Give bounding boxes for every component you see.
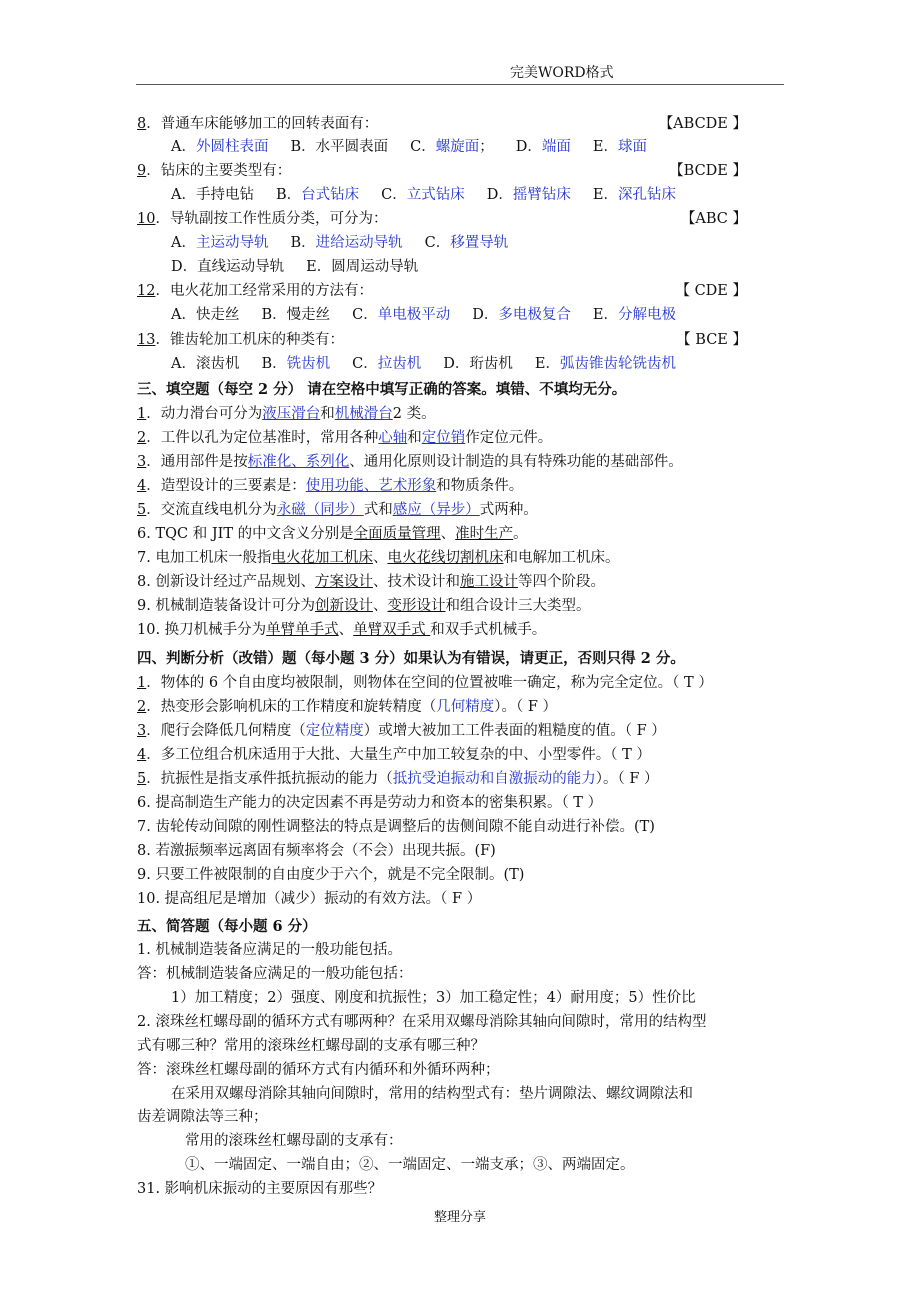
item-number: 4 (137, 478, 147, 494)
option-letter: C． (381, 187, 407, 203)
item-text: ．热变形会影响机床的工作精度和旋转精度（ (146, 699, 437, 715)
question-stem: ．钻床的主要类型有： (146, 163, 292, 179)
option (535, 353, 676, 376)
item-text: ．交流直线电机分为 (146, 502, 277, 518)
list-item (137, 888, 785, 911)
answer-text: 施工设计 (459, 574, 518, 590)
item-number: 9. (137, 598, 151, 614)
question-13-options (171, 353, 819, 376)
header-rule (136, 84, 784, 85)
option-letter: B． (275, 187, 302, 203)
short-question-31: 31. 影响机床振动的主要原因有那些？ (137, 1181, 383, 1197)
answer-text: 变形设计 (387, 598, 446, 614)
option-letter: A． (171, 235, 196, 251)
option (171, 232, 268, 255)
question-number: 12 (137, 283, 156, 299)
option-text: 立式钻床 (406, 187, 465, 203)
option-letter: B． (290, 139, 316, 155)
option (443, 353, 513, 376)
option (425, 232, 509, 255)
option-letter: A． (171, 187, 196, 203)
item-text: 2 类。 (392, 406, 436, 422)
item-number: 10. (137, 622, 161, 638)
answer-text: 抵抗受迫振动和自激振动的能力 (392, 771, 596, 787)
item-text: 和物质条件。 (436, 478, 524, 494)
option-letter: C． (352, 307, 378, 323)
item-number: 8. (137, 574, 151, 590)
item-number: 1 (137, 675, 147, 691)
short-answer-2-line5: ①、一端固定、一端自由；②、一端固定、一端支承；③、两端固定。 (185, 1157, 635, 1173)
question-number: 10 (137, 211, 156, 227)
answer-text: 单臂单手式 (266, 622, 339, 638)
option (593, 184, 676, 207)
option-text: 球面 (617, 139, 647, 155)
item-text: 。 (513, 526, 528, 542)
item-text: ）。（ F ） (494, 699, 558, 715)
item-text: ．动力滑台可分为 (146, 406, 263, 422)
item-text: 提高组尼是增加（减少）振动的有效方法。（ F ） (160, 891, 482, 907)
item-number: 8. (137, 843, 151, 859)
option-text: 进给运动导轨 (315, 235, 403, 251)
list-item (137, 547, 785, 570)
item-number: 2 (137, 699, 147, 715)
option (171, 136, 268, 159)
option-text: 珩齿机 (469, 356, 513, 372)
option-letter: A． (171, 139, 196, 155)
short-answer-2-line2: 在采用双螺母消除其轴向间隙时，常用的结构型式有：垫片调隙法、螺纹调隙法和 (171, 1086, 693, 1102)
list-item (137, 672, 785, 695)
item-text: ．工件以孔为定位基准时，常用各种 (146, 430, 379, 446)
option-text: 深孔钻床 (617, 187, 676, 203)
item-number: 3 (137, 454, 147, 470)
option (276, 184, 359, 207)
item-text: 和电解加工机床。 (503, 550, 620, 566)
item-text: 和 (407, 430, 422, 446)
question-number: 8 (137, 116, 147, 132)
list-item (137, 864, 785, 887)
option-suffix: ； (479, 139, 494, 155)
option-letter: B． (261, 307, 287, 323)
option-text: 弧齿锥齿轮铣齿机 (559, 356, 676, 372)
question-10 (137, 208, 785, 231)
option (381, 184, 465, 207)
question-answer: 【ABC 】 (680, 211, 747, 227)
list-item (137, 451, 785, 474)
option (516, 136, 571, 159)
list-item (137, 595, 785, 618)
option-letter: C． (352, 356, 378, 372)
option-text: 单电极平动 (377, 307, 451, 323)
option-text: 主运动导轨 (195, 235, 269, 251)
item-text: ．多工位组合机床适用于大批、大量生产中加工较复杂的中、小型零件。（ T ） (146, 747, 651, 763)
option-text: 端面 (541, 139, 571, 155)
item-number: 4 (137, 747, 147, 763)
option-text: 圆周运动导轨 (331, 259, 419, 275)
list-item (137, 768, 785, 791)
option-text: 慢走丝 (286, 307, 331, 323)
item-number: 7. (137, 819, 151, 835)
option-letter: D． (472, 307, 499, 323)
option (171, 304, 239, 327)
option-text: 铣齿机 (286, 356, 331, 372)
option-text: 外圆柱表面 (195, 139, 269, 155)
answer-text: 单臂双手式 (353, 622, 431, 638)
list-item (137, 744, 785, 767)
answer-text: 电火花线切割机床 (387, 550, 504, 566)
item-text: ．爬行会降低几何精度（ (146, 723, 306, 739)
option-letter: E． (306, 259, 332, 275)
list-item (137, 571, 785, 594)
item-text: 、 (372, 598, 388, 614)
option-text: 快走丝 (195, 307, 240, 323)
list-item (137, 720, 785, 743)
item-text: 机械制造装备设计可分为 (150, 598, 315, 614)
option (290, 136, 388, 159)
item-text: 、 (372, 550, 388, 566)
item-number: 7. (137, 550, 151, 566)
option-text: 拉齿机 (377, 356, 422, 372)
list-item (137, 840, 785, 863)
short-question-1: 1. 机械制造装备应满足的一般功能包括。 (137, 942, 402, 958)
option-text: 直线运动导轨 (197, 259, 285, 275)
question-8-options (171, 136, 819, 159)
section-4-heading: 四、判断分析（改错）题（每小题 3 分）如果认为有错误，请更正，否则只得 2 分。 (137, 650, 685, 667)
short-answer-2-line3: 齿差调隙法等三种； (137, 1109, 268, 1125)
answer-text: 定位精度 (305, 723, 364, 739)
page-footer: 整理分享 (433, 1210, 486, 1225)
short-answer-1: 答：机械制造装备应满足的一般功能包括： (137, 966, 413, 982)
list-item (137, 816, 785, 839)
option-text: 滚齿机 (195, 356, 240, 372)
question-stem: ．普通车床能够加工的回转表面有： (146, 116, 379, 132)
item-text: 若激振频率远离固有频率将会（不会）出现共振。(F) (150, 843, 496, 859)
item-text: 式两种。 (479, 502, 538, 518)
item-text: ）或增大被加工工件表面的粗糙度的值。（ F ） (363, 723, 666, 739)
item-text: ．物体的 6 个自由度均被限制，则物体在空间的位置被唯一确定，称为完全定位。（ T ） (146, 675, 713, 691)
list-item (137, 427, 785, 450)
option-letter: A． (171, 356, 196, 372)
option (171, 184, 254, 207)
answer-text: 永磁（同步） (276, 502, 364, 518)
option (352, 304, 450, 327)
option (290, 232, 402, 255)
option-letter: D． (515, 139, 542, 155)
item-text: ）。（ F ） (595, 771, 659, 787)
list-item (137, 403, 785, 426)
option-text: 多电极复合 (498, 307, 571, 323)
question-9 (137, 160, 785, 183)
option (487, 184, 571, 207)
list-item (137, 619, 785, 642)
question-stem: ．电火花加工经常采用的方法有： (155, 283, 373, 299)
list-item (137, 696, 785, 719)
option-letter: C． (410, 139, 436, 155)
short-question-2-line2: 式有哪三种？常用的滚珠丝杠螺母副的支承有哪三种？ (137, 1038, 485, 1054)
question-answer: 【 BCE 】 (676, 332, 747, 348)
item-text: 齿轮传动间隙的刚性调整法的特点是调整后的齿侧间隙不能自动进行补偿。(T) (150, 819, 655, 835)
option-text: 摇臂钻床 (512, 187, 571, 203)
question-answer: 【BCDE 】 (669, 163, 747, 179)
item-number: 5 (137, 771, 147, 787)
option-text: 台式钻床 (301, 187, 360, 203)
short-question-2-line1: 2. 滚珠丝杠螺母副的循环方式有哪两种？在采用双螺母消除其轴向间隙时，常用的结构型 (137, 1014, 707, 1030)
option-letter: D． (171, 259, 198, 275)
question-number: 9 (137, 163, 147, 179)
option-letter: E． (592, 139, 618, 155)
option (171, 353, 239, 376)
answer-text: 几何精度 (436, 699, 495, 715)
option-letter: E． (592, 187, 618, 203)
option-letter: D． (486, 187, 513, 203)
item-text: 换刀机械手分为 (160, 622, 267, 638)
item-text: 提高制造生产能力的决定因素不再是劳动力和资本的密集积累。（ T ） (150, 795, 603, 811)
question-12-options (171, 304, 819, 327)
question-stem: ．导轨副按工作性质分类，可分为： (155, 211, 388, 227)
item-number: 5 (137, 502, 147, 518)
item-text: 等四个阶段。 (517, 574, 605, 590)
item-number: 6. (137, 795, 151, 811)
option-letter: E． (534, 356, 560, 372)
header-title: 完美WORD格式 (510, 65, 614, 81)
option-text: 螺旋面 (435, 139, 480, 155)
item-text: 式和 (363, 502, 393, 518)
item-text: ．通用部件是按 (146, 454, 248, 470)
answer-text: 方案设计 (314, 574, 373, 590)
item-text: 和双手式机械手。 (430, 622, 547, 638)
option-letter: D． (443, 356, 470, 372)
question-9-options (171, 184, 819, 207)
option-text: 移置导轨 (450, 235, 509, 251)
option (171, 256, 284, 279)
option (352, 353, 421, 376)
item-text: 、通用化原则设计制造的具有特殊功能的基础部件。 (349, 454, 683, 470)
list-item (137, 792, 785, 815)
short-answer-2-line4: 常用的滚珠丝杠螺母副的支承有： (185, 1133, 403, 1149)
question-13 (137, 329, 785, 352)
item-number: 1 (137, 406, 147, 422)
answer-text: 机械滑台 (334, 406, 393, 422)
item-text: 、 (440, 526, 456, 542)
item-number: 10. (137, 891, 161, 907)
answer-text: 标准化、系列化 (247, 454, 350, 470)
option (472, 304, 571, 327)
option (306, 256, 418, 279)
option-text: 手持电钻 (195, 187, 254, 203)
item-text: ．抗振性是指支承件抵抗振动的能力（ (146, 771, 393, 787)
question-12 (137, 280, 785, 303)
item-text: 和组合设计三大类型。 (445, 598, 591, 614)
answer-text: 定位销 (421, 430, 466, 446)
list-item (137, 475, 785, 498)
answer-text: 心轴 (378, 430, 408, 446)
option (261, 353, 330, 376)
item-number: 6. (137, 526, 151, 542)
question-10-options-a (171, 232, 819, 255)
option (593, 304, 676, 327)
page-header (0, 62, 920, 82)
option-text: 分解电极 (617, 307, 676, 323)
option-letter: A． (171, 307, 196, 323)
item-number: 2 (137, 430, 147, 446)
item-number: 9. (137, 867, 151, 883)
short-answer-2-line1: 答：滚珠丝杠螺母副的循环方式有内循环和外循环两种； (137, 1062, 500, 1078)
answer-text: 全面质量管理 (353, 526, 441, 542)
item-text: ．造型设计的三要素是： (146, 478, 306, 494)
answer-text: 创新设计 (314, 598, 373, 614)
section-3-heading: 三、填空题（每空 2 分） 请在空格中填写正确的答案。填错、不填均无分。 (137, 381, 627, 398)
option-letter: C． (424, 235, 451, 251)
item-text: 、 (338, 622, 354, 638)
question-8 (137, 113, 785, 136)
option (261, 304, 330, 327)
item-text: TQC 和 JIT 的中文含义分别是 (150, 526, 354, 542)
section-5-heading: 五、简答题（每小题 6 分） (137, 918, 317, 935)
answer-text: 电火花加工机床 (271, 550, 373, 566)
option-letter: E． (592, 307, 618, 323)
option-text: 水平圆表面 (315, 139, 389, 155)
item-text: 作定位元件。 (465, 430, 553, 446)
question-answer: 【ABCDE 】 (658, 116, 747, 132)
answer-text: 液压滑台 (262, 406, 321, 422)
short-answer-1-list: 1）加工精度；2）强度、刚度和抗振性；3）加工稳定性；4）耐用度；5）性价比 (171, 990, 696, 1006)
item-text: 和 (320, 406, 335, 422)
answer-text: 使用功能、艺术形象 (305, 478, 437, 494)
option-letter: B． (261, 356, 287, 372)
item-number: 3 (137, 723, 147, 739)
answer-text: 感应（异步） (392, 502, 480, 518)
item-text: 创新设计经过产品规划、 (150, 574, 315, 590)
option (410, 136, 494, 159)
option (593, 136, 647, 159)
item-text: 电加工机床一般指 (150, 550, 272, 566)
question-number: 13 (137, 332, 156, 348)
item-text: 、技术设计和 (372, 574, 460, 590)
question-stem: ．锥齿轮加工机床的种类有： (155, 332, 344, 348)
question-10-options-b (171, 256, 819, 279)
question-answer: 【 CDE 】 (675, 283, 747, 299)
item-text: 只要工件被限制的自由度少于六个，就是不完全限制。(T) (150, 867, 525, 883)
list-item (137, 523, 785, 546)
list-item (137, 499, 785, 522)
answer-text: 准时生产 (455, 526, 514, 542)
option-letter: B． (290, 235, 316, 251)
